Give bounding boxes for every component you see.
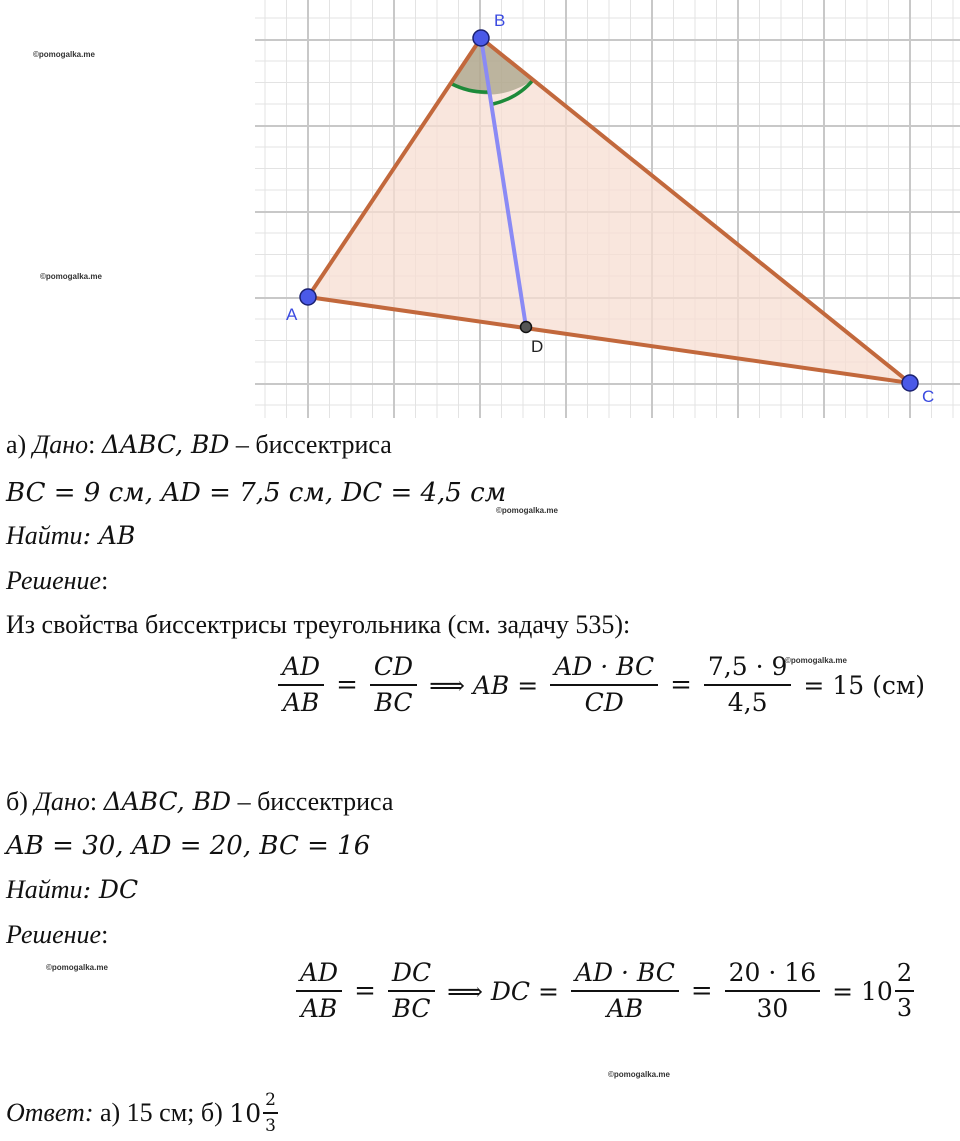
fraction: $\frac{CD}{BC}$ (370, 652, 417, 718)
watermark: ©pomogalka.me (40, 272, 102, 281)
label-c: C (922, 387, 935, 406)
fraction: $\frac{AD \cdot BC}{CD}$ (550, 652, 658, 718)
part-b-values: AB = 30, AD = 20, BC = 16 (6, 831, 371, 861)
mixed-number: = 10 $\frac{2}{3}$ (832, 959, 913, 1022)
given-math: ΔABC, BD (101, 430, 230, 459)
point-c (902, 375, 918, 391)
part-b-given: б) Дано: ΔABC, BD – биссектриса (6, 787, 394, 816)
part-b-solution: Решение: (6, 920, 109, 949)
given-math: ΔABC, BD (103, 787, 232, 816)
label-d: D (531, 337, 544, 356)
given-word: Дано (34, 787, 90, 816)
point-b (473, 30, 489, 46)
part-a-find: Найти: AB (6, 521, 136, 550)
point-d (521, 322, 532, 333)
label-b: B (494, 11, 506, 30)
watermark: ©pomogalka.me (496, 506, 558, 515)
fraction: $\frac{AD}{AB}$ (296, 958, 342, 1024)
part-a-solution: Решение: (6, 566, 109, 595)
fraction: $\frac{AD}{AB}$ (278, 652, 324, 718)
part-a-equation: $\frac{AD}{AB}$ = $\frac{CD}{BC}$ ⟹ AB = $\frac{AD \cdot BC}{CD}$ = $\frac{7,5 \cdot 9}{4,5}$ = 15 (см) (272, 652, 931, 718)
triangle-figure (0, 0, 960, 420)
watermark: ©pomogalka.me (785, 656, 847, 665)
answer-text: а) 15 см; б) (93, 1098, 230, 1128)
fraction: $\frac{AD \cdot BC}{AB}$ (571, 958, 679, 1024)
watermark: ©pomogalka.me (33, 50, 95, 59)
answer-mixed-number: 10 $\frac{2}{3}$ (229, 1090, 276, 1136)
part-a-given: а) Дано: ΔABC, BD – биссектриса (6, 430, 392, 459)
part-b-equation: $\frac{AD}{AB}$ = $\frac{DC}{BC}$ ⟹ DC = $\frac{AD \cdot BC}{AB}$ = $\frac{20 \cdot 16}{30}$ = 10 $\frac{2}{3}$ (290, 958, 914, 1024)
fraction: $\frac{DC}{BC}$ (388, 958, 435, 1024)
watermark: ©pomogalka.me (608, 1070, 670, 1079)
part-a-text: Из свойства биссектрисы треугольника (см. задачу 535): (6, 610, 631, 639)
part-a-values: BC = 9 см, AD = 7,5 см, DC = 4,5 см (6, 478, 507, 508)
answer-line (6, 1090, 278, 1136)
answer-word: Ответ: (6, 1098, 94, 1128)
fraction: $\frac{7,5 \cdot 9}{4,5}$ (704, 652, 792, 718)
part-b-find: Найти: DC (6, 875, 139, 904)
fraction: $\frac{20 \cdot 16}{30}$ (725, 958, 820, 1024)
point-a (300, 289, 316, 305)
given-word: Дано (32, 430, 89, 459)
label-a: A (286, 305, 298, 324)
watermark: ©pomogalka.me (46, 963, 108, 972)
